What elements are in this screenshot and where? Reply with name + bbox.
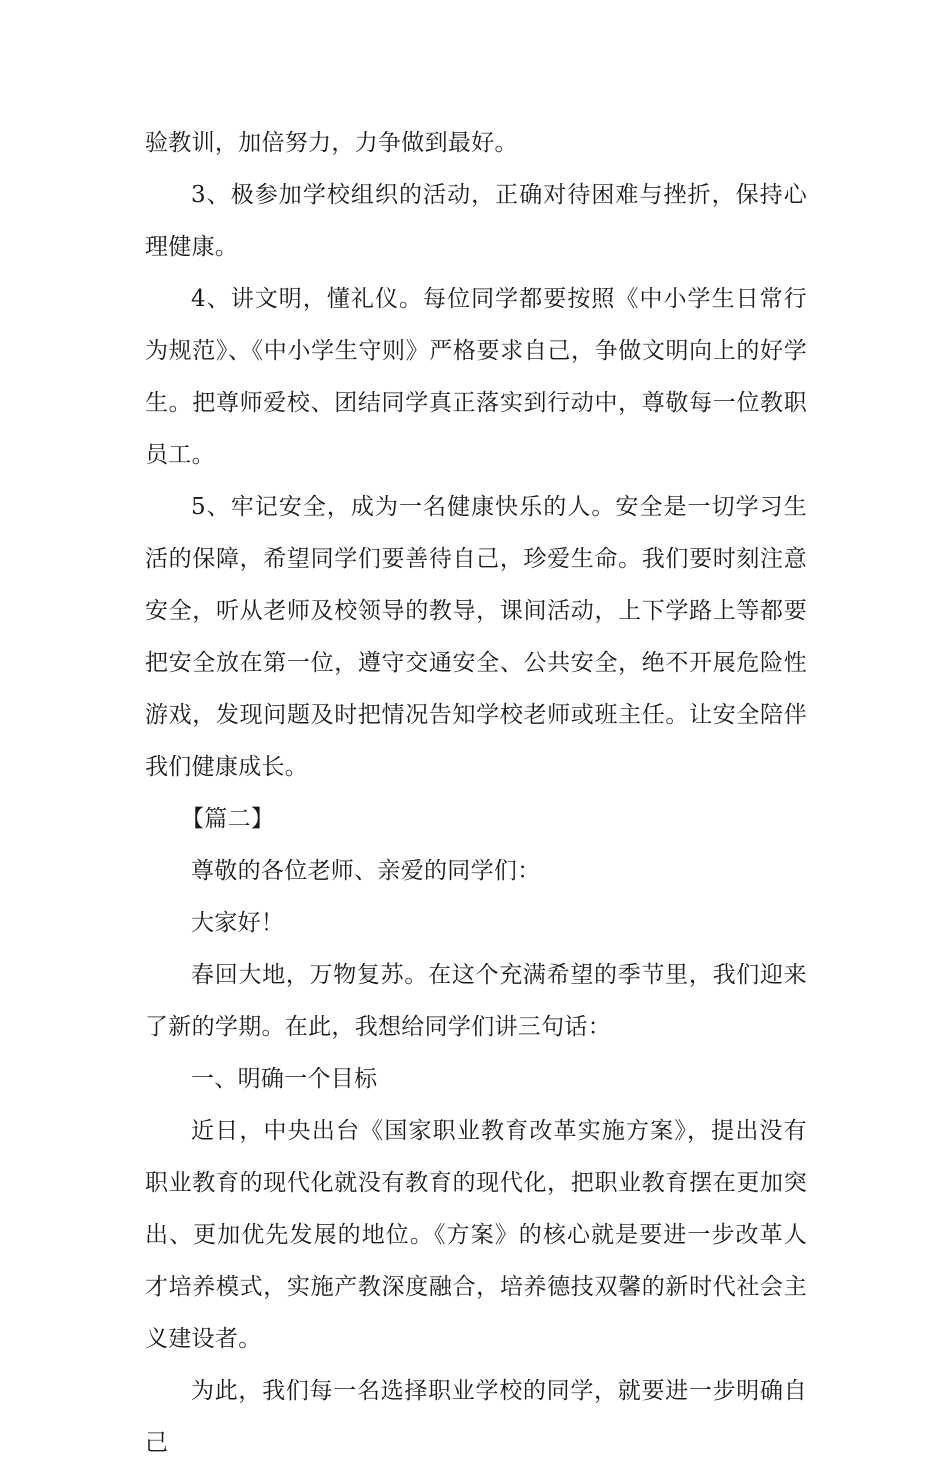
paragraph-policy: 近日，中央出台《国家职业教育改革实施方案》，提出没有职业教育的现代化就没有教育的现代化，把职业教育摆在更加突出、更加优先发展的地位。《方案》的核心就是要进一步改革人才培养模式，实施产教深度融合，培养德技双馨的新时代社会主义建设者。	[145, 1118, 807, 1352]
paragraph-point-5: 5、牢记安全，成为一名健康快乐的人。安全是一切学习生活的保障，希望同学们要善待自己，珍爱生命。我们要时刻注意安全，听从老师及校领导的教导，课间活动，上下学路上等都要把安全放在第一位，遵守交通安全、公共安全，绝不开展危险性游戏，发现问题及时把情况告知学校老师或班主任。让安全陪伴我们健康成长。	[145, 494, 807, 780]
salutation: 尊敬的各位老师、亲爱的同学们：	[191, 858, 541, 884]
subheading-one: 一、明确一个目标	[191, 1066, 378, 1092]
greeting: 大家好！	[191, 910, 285, 936]
document-page	[145, 117, 807, 1469]
paragraph-point-3: 3、极参加学校组织的活动，正确对待困难与挫折，保持心理健康。	[145, 182, 807, 260]
section-heading: 【篇二】	[181, 806, 275, 832]
paragraph-continuation: 验教训，加倍努力，力争做到最好。	[145, 130, 518, 156]
paragraph-closing-partial: 为此，我们每一名选择职业学校的同学，就要进一步明确自己	[145, 1378, 807, 1456]
paragraph-point-4: 4、讲文明，懂礼仪。每位同学都要按照《中小学生日常行为规范》、《中小学生守则》严格要求自己，争做文明向上的好学生。把尊师爱校、团结同学真正落实到行动中，尊敬每一位教职员工。	[145, 286, 807, 468]
paragraph-intro: 春回大地，万物复苏。在这个充满希望的季节里，我们迎来了新的学期。在此，我想给同学们讲三句话：	[145, 962, 807, 1040]
